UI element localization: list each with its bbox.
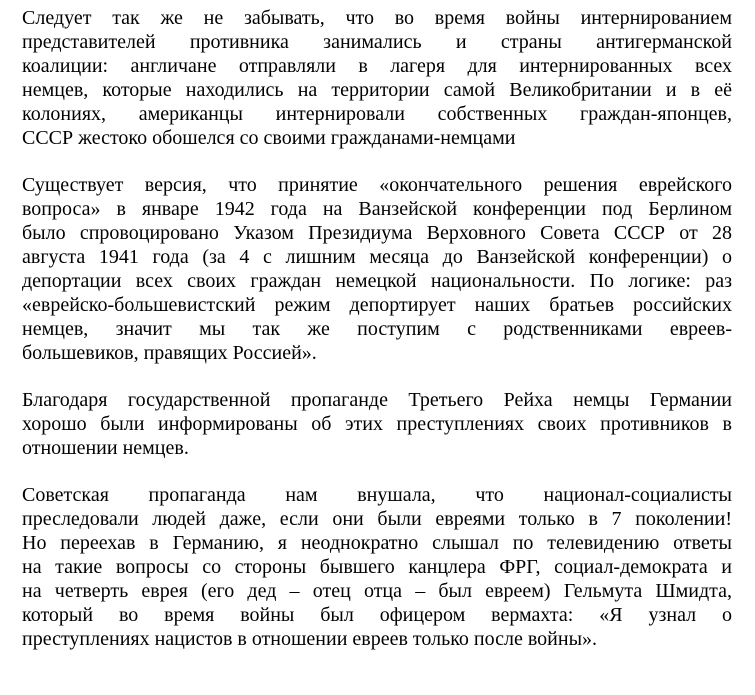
document-page xyxy=(22,6,732,674)
text-line: Благодаря государственной пропаганде Третьего Рейха немцы Германии xyxy=(22,389,732,411)
text-line: коалиции: англичане отправляли в лагеря для интернированных всех xyxy=(22,55,732,77)
paragraph-propaganda xyxy=(22,388,732,460)
text-line: немцев, значит мы так же поступим с родственниками евреев- xyxy=(22,318,732,340)
text-line: на четверть еврея (его дед – отец отца – был евреем) Гельмута Шмидта, xyxy=(22,580,732,602)
text-line: представителей противника занимались и страны антигерманской xyxy=(22,31,732,53)
text-line: колониях, американцы интернировали собственных граждан-японцев, xyxy=(22,103,732,125)
paragraph-wannsee-version xyxy=(22,173,732,365)
paragraph-internment xyxy=(22,6,732,150)
text-line: было спровоцировано Указом Президиума Верховного Совета СССР от 28 xyxy=(22,222,732,244)
text-line: отношении немцев. xyxy=(22,437,189,459)
text-line: хорошо были информированы об этих преступлениях своих противников в xyxy=(22,413,732,435)
text-line: августа 1941 года (за 4 с лишним месяца до Ванзейской конференции) о xyxy=(22,246,732,268)
text-line: преступлениях нацистов в отношении евреев только после войны». xyxy=(22,628,598,650)
text-line: Существует версия, что принятие «окончательного решения еврейского xyxy=(22,174,732,196)
paragraph-soviet-propaganda xyxy=(22,483,732,651)
text-line: СССР жестоко обошелся со своими гражданами-немцами xyxy=(22,127,516,149)
text-line: вопроса» в январе 1942 года на Ванзейской конференции под Берлином xyxy=(22,198,732,220)
text-line: большевиков, правящих Россией». xyxy=(22,342,317,364)
text-line: депортации всех своих граждан немецкой национальности. По логике: раз xyxy=(22,270,732,292)
text-line: немцев, которые находились на территории самой Великобритании и в её xyxy=(22,79,732,101)
text-line: Следует так же не забывать, что во время войны интернированием xyxy=(22,7,732,29)
text-line: Но переехав в Германию, я неоднократно слышал по телевидению ответы xyxy=(22,532,732,554)
text-line: на такие вопросы со стороны бывшего канцлера ФРГ, социал-демократа и xyxy=(22,556,732,578)
text-line: который во время войны был офицером вермахта: «Я узнал о xyxy=(22,604,732,626)
text-line: «еврейско-большевистский режим депортирует наших братьев российских xyxy=(22,294,732,316)
text-line: преследовали людей даже, если они были евреями только в 7 поколении! xyxy=(22,508,732,530)
text-line: Советская пропаганда нам внушала, что национал-социалисты xyxy=(22,484,732,506)
